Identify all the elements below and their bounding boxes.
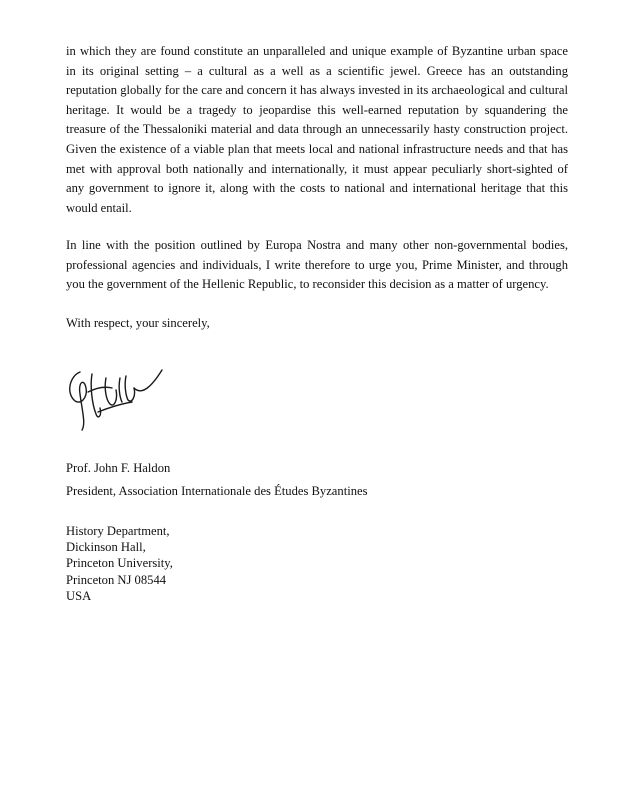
paragraph-line: would entail. bbox=[66, 200, 132, 215]
paragraph-line: Given the existence of a viable plan that meets local and national infrastructure needs and that has bbox=[66, 141, 568, 156]
paragraph-line: any government to ignore it, along with the costs to national and international heritage that this bbox=[66, 181, 568, 196]
paragraph-line: you the government of the Hellenic Republic, to reconsider this decision as a matter of urgency. bbox=[66, 277, 549, 292]
paragraph-line: reputation globally for the care and concern it has always invested in its archaeological and cultural bbox=[66, 83, 568, 98]
address-line: History Department, bbox=[66, 524, 170, 538]
paragraph-line: met with approval both nationally and internationally, it must appear peculiarly short-sighted of bbox=[66, 161, 568, 176]
paragraph-line: treasure of the Thessaloniki material and data through an unnecessarily hasty construction project. bbox=[66, 122, 568, 137]
handwritten-signature bbox=[62, 352, 172, 432]
address-line: Princeton University, bbox=[66, 556, 173, 571]
address-line: Princeton NJ 08544 bbox=[66, 572, 167, 587]
paragraph-line: in which they are found constitute an unparalleled and unique example of Byzantine urban space bbox=[66, 44, 568, 58]
sender-address bbox=[66, 523, 173, 604]
paragraph-line: in its original setting – a cultural as a well as a scientific jewel. Greece has an outstanding bbox=[66, 63, 568, 78]
signatory-title: President, Association Internationale des Études Byzantines bbox=[66, 484, 368, 498]
paragraph-line: In line with the position outlined by Europa Nostra and many other non-governmental bodies, bbox=[66, 238, 568, 252]
paragraph-line: professional agencies and individuals, I write therefore to urge you, Prime Minister, and through bbox=[66, 257, 568, 272]
address-line: USA bbox=[66, 588, 92, 603]
address-line: Dickinson Hall, bbox=[66, 540, 146, 555]
signatory-name: Prof. John F. Haldon bbox=[66, 461, 171, 475]
paragraph-line: heritage. It would be a tragedy to jeopardise this well-earned reputation by squandering the bbox=[66, 102, 568, 117]
body-paragraph-2 bbox=[66, 236, 568, 295]
closing-salutation: With respect, your sincerely, bbox=[66, 316, 210, 330]
body-paragraph-1 bbox=[66, 42, 568, 218]
